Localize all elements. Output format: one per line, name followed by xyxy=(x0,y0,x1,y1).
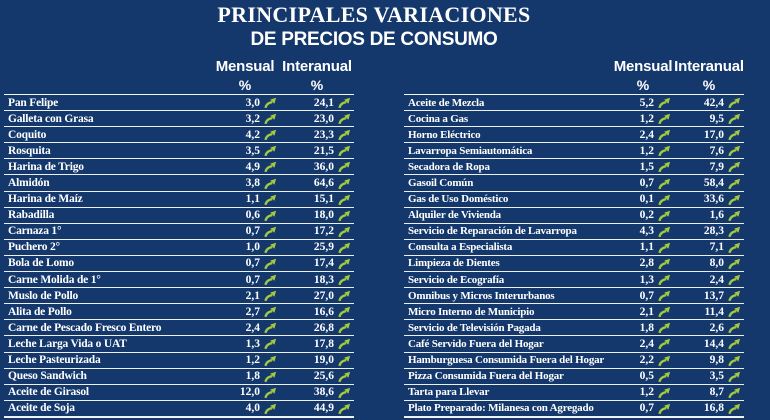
mensual-value: 4,0 xyxy=(245,402,260,415)
item-label: Pizza Consumida Fuera del Hogar xyxy=(408,370,564,383)
interanual-value: 23,0 xyxy=(313,112,334,125)
interanual-value: 27,0 xyxy=(313,289,334,302)
mensual-value: 1,1 xyxy=(639,241,654,254)
trend-up-arrow-icon xyxy=(264,128,277,141)
trend-up-arrow-icon xyxy=(658,321,671,334)
table-row xyxy=(404,304,744,320)
trend-up-arrow-icon xyxy=(658,112,671,125)
interanual-percent-sign: % xyxy=(310,77,324,93)
interanual-value: 28,3 xyxy=(703,225,724,238)
table-row xyxy=(4,127,354,143)
interanual-value: 3,5 xyxy=(709,370,724,383)
trend-up-arrow-icon xyxy=(264,241,277,254)
table-rows-left xyxy=(4,94,354,418)
table-row xyxy=(4,111,354,127)
table-row xyxy=(404,192,744,208)
table-row xyxy=(4,192,354,208)
item-label: Gasoil Común xyxy=(408,177,474,190)
interanual-value: 14,4 xyxy=(703,337,724,350)
item-label: Micro Interno de Municipio xyxy=(408,305,535,318)
item-label: Aceite de Girasol xyxy=(8,386,89,399)
column-header-interanual xyxy=(674,57,744,94)
mensual-value: 0,2 xyxy=(639,209,654,222)
interanual-value: 11,4 xyxy=(704,305,724,318)
table-row xyxy=(404,240,744,256)
interanual-value: 7,1 xyxy=(709,241,724,254)
trend-up-arrow-icon xyxy=(338,241,351,254)
mensual-value: 2,4 xyxy=(639,128,654,141)
interanual-value: 7,9 xyxy=(709,160,724,173)
mensual-percent-sign: % xyxy=(238,77,252,93)
trend-up-arrow-icon xyxy=(338,370,351,383)
mensual-value: 0,7 xyxy=(245,257,260,270)
mensual-value: 4,9 xyxy=(245,160,260,173)
item-label: Secadora de Ropa xyxy=(408,160,490,173)
item-label: Omnibus y Micros Interurbanos xyxy=(408,289,555,302)
trend-up-arrow-icon xyxy=(264,305,277,318)
item-label: Harina de Maíz xyxy=(8,193,83,206)
mensual-value: 3,0 xyxy=(245,96,260,109)
trend-up-arrow-icon xyxy=(658,337,671,350)
mensual-value: 1,3 xyxy=(639,273,654,286)
item-label: Aceite de Mezcla xyxy=(408,96,485,109)
trend-up-arrow-icon xyxy=(728,354,741,367)
trend-up-arrow-icon xyxy=(658,144,671,157)
table-row xyxy=(4,288,354,304)
trend-up-arrow-icon xyxy=(658,289,671,302)
interanual-value: 17,8 xyxy=(313,337,334,350)
mensual-value: 2,1 xyxy=(639,305,654,318)
item-label: Leche Pasteurizada xyxy=(8,354,101,367)
item-label: Muslo de Pollo xyxy=(8,289,79,302)
table-row xyxy=(404,369,744,385)
trend-up-arrow-icon xyxy=(728,321,741,334)
mensual-value: 3,5 xyxy=(245,144,260,157)
mensual-value: 1,1 xyxy=(245,193,260,206)
trend-up-arrow-icon xyxy=(264,273,277,286)
trend-up-arrow-icon xyxy=(338,225,351,238)
mensual-value: 4,2 xyxy=(245,128,260,141)
table-row xyxy=(4,175,354,191)
mensual-value: 12,0 xyxy=(239,386,260,399)
table-row xyxy=(404,336,744,352)
trend-up-arrow-icon xyxy=(338,96,351,109)
item-label: Alita de Pollo xyxy=(8,305,72,318)
item-label: Harina de Trigo xyxy=(8,160,84,173)
table-row xyxy=(404,320,744,336)
column-header-mensual xyxy=(210,57,280,94)
table-row xyxy=(4,159,354,175)
trend-up-arrow-icon xyxy=(658,209,671,222)
trend-up-arrow-icon xyxy=(264,354,277,367)
trend-up-arrow-icon xyxy=(264,402,277,415)
table-row xyxy=(4,320,354,336)
mensual-value: 0,5 xyxy=(639,370,654,383)
interanual-value: 2,4 xyxy=(709,273,724,286)
table-row xyxy=(404,288,744,304)
table-row xyxy=(4,256,354,272)
trend-up-arrow-icon xyxy=(728,386,741,399)
interanual-value: 18,3 xyxy=(313,273,334,286)
trend-up-arrow-icon xyxy=(728,289,741,302)
trend-up-arrow-icon xyxy=(338,289,351,302)
trend-up-arrow-icon xyxy=(658,96,671,109)
item-label: Plato Preparado: Milanesa con Agregado xyxy=(408,402,594,415)
trend-up-arrow-icon xyxy=(658,273,671,286)
interanual-percent-sign: % xyxy=(702,77,716,93)
item-label: Horno Eléctrico xyxy=(408,128,481,141)
interanual-value: 26,8 xyxy=(313,321,334,334)
table-row xyxy=(4,208,354,224)
interanual-value: 38,6 xyxy=(313,386,334,399)
item-label: Carnaza 1° xyxy=(8,225,62,238)
table-row xyxy=(404,224,744,240)
interanual-value: 13,7 xyxy=(703,289,724,302)
trend-up-arrow-icon xyxy=(338,177,351,190)
item-label: Lavarropa Semiautomática xyxy=(408,144,533,157)
interanual-label: Interanual xyxy=(282,58,352,75)
title-line-1: PRINCIPALES VARIACIONES xyxy=(217,2,531,27)
trend-up-arrow-icon xyxy=(338,209,351,222)
interanual-value: 36,0 xyxy=(313,160,334,173)
trend-up-arrow-icon xyxy=(728,273,741,286)
trend-up-arrow-icon xyxy=(338,273,351,286)
table-row xyxy=(4,401,354,417)
mensual-value: 1,2 xyxy=(639,386,654,399)
interanual-value: 64,6 xyxy=(313,177,334,190)
mensual-value: 1,2 xyxy=(639,112,654,125)
interanual-value: 42,4 xyxy=(703,96,724,109)
interanual-value: 2,6 xyxy=(709,321,724,334)
table-row xyxy=(4,353,354,369)
column-headers xyxy=(404,54,744,94)
column-headers xyxy=(4,54,354,94)
mensual-percent-sign: % xyxy=(636,77,650,93)
interanual-value: 17,0 xyxy=(703,128,724,141)
mensual-value: 3,8 xyxy=(245,177,260,190)
trend-up-arrow-icon xyxy=(338,402,351,415)
interanual-value: 19,0 xyxy=(313,354,334,367)
trend-up-arrow-icon xyxy=(658,386,671,399)
table-row xyxy=(4,272,354,288)
mensual-value: 0,7 xyxy=(639,402,654,415)
trend-up-arrow-icon xyxy=(338,337,351,350)
table-row xyxy=(404,353,744,369)
mensual-value: 2,7 xyxy=(245,305,260,318)
trend-up-arrow-icon xyxy=(728,402,741,415)
price-table-right xyxy=(404,54,744,418)
mensual-value: 1,0 xyxy=(245,241,260,254)
table-row xyxy=(404,256,744,272)
item-label: Pan Felipe xyxy=(8,96,59,109)
mensual-value: 5,2 xyxy=(639,96,654,109)
trend-up-arrow-icon xyxy=(658,305,671,318)
mensual-value: 0,7 xyxy=(245,273,260,286)
interanual-value: 25,6 xyxy=(313,370,334,383)
trend-up-arrow-icon xyxy=(264,160,277,173)
item-label: Coquito xyxy=(8,128,47,141)
item-label: Café Servido Fuera del Hogar xyxy=(408,337,544,350)
trend-up-arrow-icon xyxy=(338,144,351,157)
trend-up-arrow-icon xyxy=(658,225,671,238)
trend-up-arrow-icon xyxy=(658,241,671,254)
mensual-value: 2,2 xyxy=(639,354,654,367)
trend-up-arrow-icon xyxy=(728,305,741,318)
trend-up-arrow-icon xyxy=(338,354,351,367)
interanual-value: 25,9 xyxy=(313,241,334,254)
item-label: Limpieza de Dientes xyxy=(408,257,500,270)
trend-up-arrow-icon xyxy=(338,112,351,125)
mensual-value: 1,5 xyxy=(639,160,654,173)
item-label: Alquiler de Vivienda xyxy=(408,209,501,222)
interanual-value: 1,6 xyxy=(709,209,724,222)
trend-up-arrow-icon xyxy=(658,177,671,190)
item-label: Carne Molida de 1° xyxy=(8,273,101,286)
mensual-value: 1,3 xyxy=(245,337,260,350)
trend-up-arrow-icon xyxy=(658,402,671,415)
interanual-value: 44,9 xyxy=(313,402,334,415)
table-row xyxy=(404,175,744,191)
trend-up-arrow-icon xyxy=(338,321,351,334)
table-row xyxy=(4,224,354,240)
table-row xyxy=(404,159,744,175)
table-row xyxy=(404,385,744,401)
mensual-value: 1,8 xyxy=(639,321,654,334)
trend-up-arrow-icon xyxy=(264,96,277,109)
table-row xyxy=(404,95,744,111)
trend-up-arrow-icon xyxy=(728,177,741,190)
trend-up-arrow-icon xyxy=(264,257,277,270)
item-label: Rosquita xyxy=(8,144,51,157)
trend-up-arrow-icon xyxy=(728,160,741,173)
table-row xyxy=(4,304,354,320)
trend-up-arrow-icon xyxy=(264,289,277,302)
table-row xyxy=(404,111,744,127)
column-header-interanual xyxy=(280,57,354,94)
interanual-label: Interanual xyxy=(674,58,744,75)
trend-up-arrow-icon xyxy=(728,370,741,383)
interanual-value: 33,6 xyxy=(703,193,724,206)
trend-up-arrow-icon xyxy=(728,193,741,206)
mensual-value: 0,6 xyxy=(245,209,260,222)
table-rows-right xyxy=(404,94,744,418)
trend-up-arrow-icon xyxy=(658,128,671,141)
trend-up-arrow-icon xyxy=(728,96,741,109)
table-row xyxy=(4,240,354,256)
column-header-mensual xyxy=(612,57,674,94)
trend-up-arrow-icon xyxy=(264,321,277,334)
interanual-value: 18,0 xyxy=(313,209,334,222)
trend-up-arrow-icon xyxy=(264,337,277,350)
item-label: Cocina a Gas xyxy=(408,112,468,125)
table-row xyxy=(404,208,744,224)
interanual-value: 8,0 xyxy=(709,257,724,270)
trend-up-arrow-icon xyxy=(264,193,277,206)
trend-up-arrow-icon xyxy=(338,128,351,141)
trend-up-arrow-icon xyxy=(728,225,741,238)
trend-up-arrow-icon xyxy=(728,337,741,350)
mensual-value: 0,7 xyxy=(639,177,654,190)
mensual-label: Mensual xyxy=(215,58,275,75)
table-row xyxy=(404,401,744,417)
item-label: Rabadilla xyxy=(8,209,55,222)
trend-up-arrow-icon xyxy=(338,160,351,173)
trend-up-arrow-icon xyxy=(264,370,277,383)
mensual-value: 4,3 xyxy=(639,225,654,238)
table-row xyxy=(404,143,744,159)
mensual-value: 2,8 xyxy=(639,257,654,270)
trend-up-arrow-icon xyxy=(658,354,671,367)
interanual-value: 21,5 xyxy=(313,144,334,157)
item-label: Aceite de Soja xyxy=(8,402,75,415)
mensual-value: 0,7 xyxy=(245,225,260,238)
table-row xyxy=(4,369,354,385)
interanual-value: 24,1 xyxy=(313,96,334,109)
trend-up-arrow-icon xyxy=(264,386,277,399)
mensual-value: 2,4 xyxy=(639,337,654,350)
item-label: Gas de Uso Doméstico xyxy=(408,193,509,206)
trend-up-arrow-icon xyxy=(728,209,741,222)
mensual-label: Mensual xyxy=(613,58,673,75)
item-label: Servicio de Reparación de Lavarropa xyxy=(408,225,577,238)
item-label: Hamburguesa Consumida Fuera del Hogar xyxy=(408,354,605,367)
mensual-value: 3,2 xyxy=(245,112,260,125)
interanual-value: 8,7 xyxy=(709,386,724,399)
item-label: Leche Larga Vida o UAT xyxy=(8,337,127,350)
trend-up-arrow-icon xyxy=(658,193,671,206)
table-row xyxy=(4,143,354,159)
interanual-value: 16,8 xyxy=(703,402,724,415)
mensual-value: 2,4 xyxy=(245,321,260,334)
trend-up-arrow-icon xyxy=(338,193,351,206)
interanual-value: 9,5 xyxy=(709,112,724,125)
mensual-value: 1,2 xyxy=(639,144,654,157)
trend-up-arrow-icon xyxy=(264,144,277,157)
item-label: Almidón xyxy=(8,177,50,190)
mensual-value: 1,2 xyxy=(245,354,260,367)
table-row xyxy=(4,336,354,352)
table-row xyxy=(4,385,354,401)
table-row xyxy=(404,272,744,288)
interanual-value: 16,6 xyxy=(313,305,334,318)
trend-up-arrow-icon xyxy=(728,144,741,157)
trend-up-arrow-icon xyxy=(338,305,351,318)
trend-up-arrow-icon xyxy=(728,128,741,141)
trend-up-arrow-icon xyxy=(264,112,277,125)
price-table-left xyxy=(4,54,354,418)
trend-up-arrow-icon xyxy=(264,209,277,222)
interanual-value: 7,6 xyxy=(709,144,724,157)
trend-up-arrow-icon xyxy=(728,112,741,125)
trend-up-arrow-icon xyxy=(658,160,671,173)
item-label: Carne de Pescado Fresco Entero xyxy=(8,321,162,334)
item-label: Consulta a Especialista xyxy=(408,241,513,254)
item-label: Servicio de Televisión Pagada xyxy=(408,321,541,334)
page-title xyxy=(0,2,748,51)
item-label: Puchero 2° xyxy=(8,241,60,254)
trend-up-arrow-icon xyxy=(728,241,741,254)
trend-up-arrow-icon xyxy=(264,225,277,238)
title-line-2: DE PRECIOS DE CONSUMO xyxy=(250,29,498,50)
table-row xyxy=(4,95,354,111)
item-label: Bola de Lomo xyxy=(8,257,74,270)
mensual-value: 1,8 xyxy=(245,370,260,383)
interanual-value: 9,8 xyxy=(709,354,724,367)
trend-up-arrow-icon xyxy=(264,177,277,190)
interanual-value: 15,1 xyxy=(313,193,334,206)
mensual-value: 0,1 xyxy=(639,193,654,206)
item-label: Tarta para Llevar xyxy=(408,386,490,399)
trend-up-arrow-icon xyxy=(728,257,741,270)
interanual-value: 58,4 xyxy=(703,177,724,190)
item-label: Queso Sandwich xyxy=(8,370,87,383)
interanual-value: 17,4 xyxy=(313,257,334,270)
mensual-value: 2,1 xyxy=(245,289,260,302)
item-label: Galleta con Grasa xyxy=(8,112,94,125)
table-row xyxy=(404,127,744,143)
item-label: Servicio de Ecografía xyxy=(408,273,504,286)
trend-up-arrow-icon xyxy=(338,386,351,399)
trend-up-arrow-icon xyxy=(658,370,671,383)
interanual-value: 17,2 xyxy=(313,225,334,238)
mensual-value: 0,7 xyxy=(639,289,654,302)
trend-up-arrow-icon xyxy=(658,257,671,270)
interanual-value: 23,3 xyxy=(313,128,334,141)
trend-up-arrow-icon xyxy=(338,257,351,270)
